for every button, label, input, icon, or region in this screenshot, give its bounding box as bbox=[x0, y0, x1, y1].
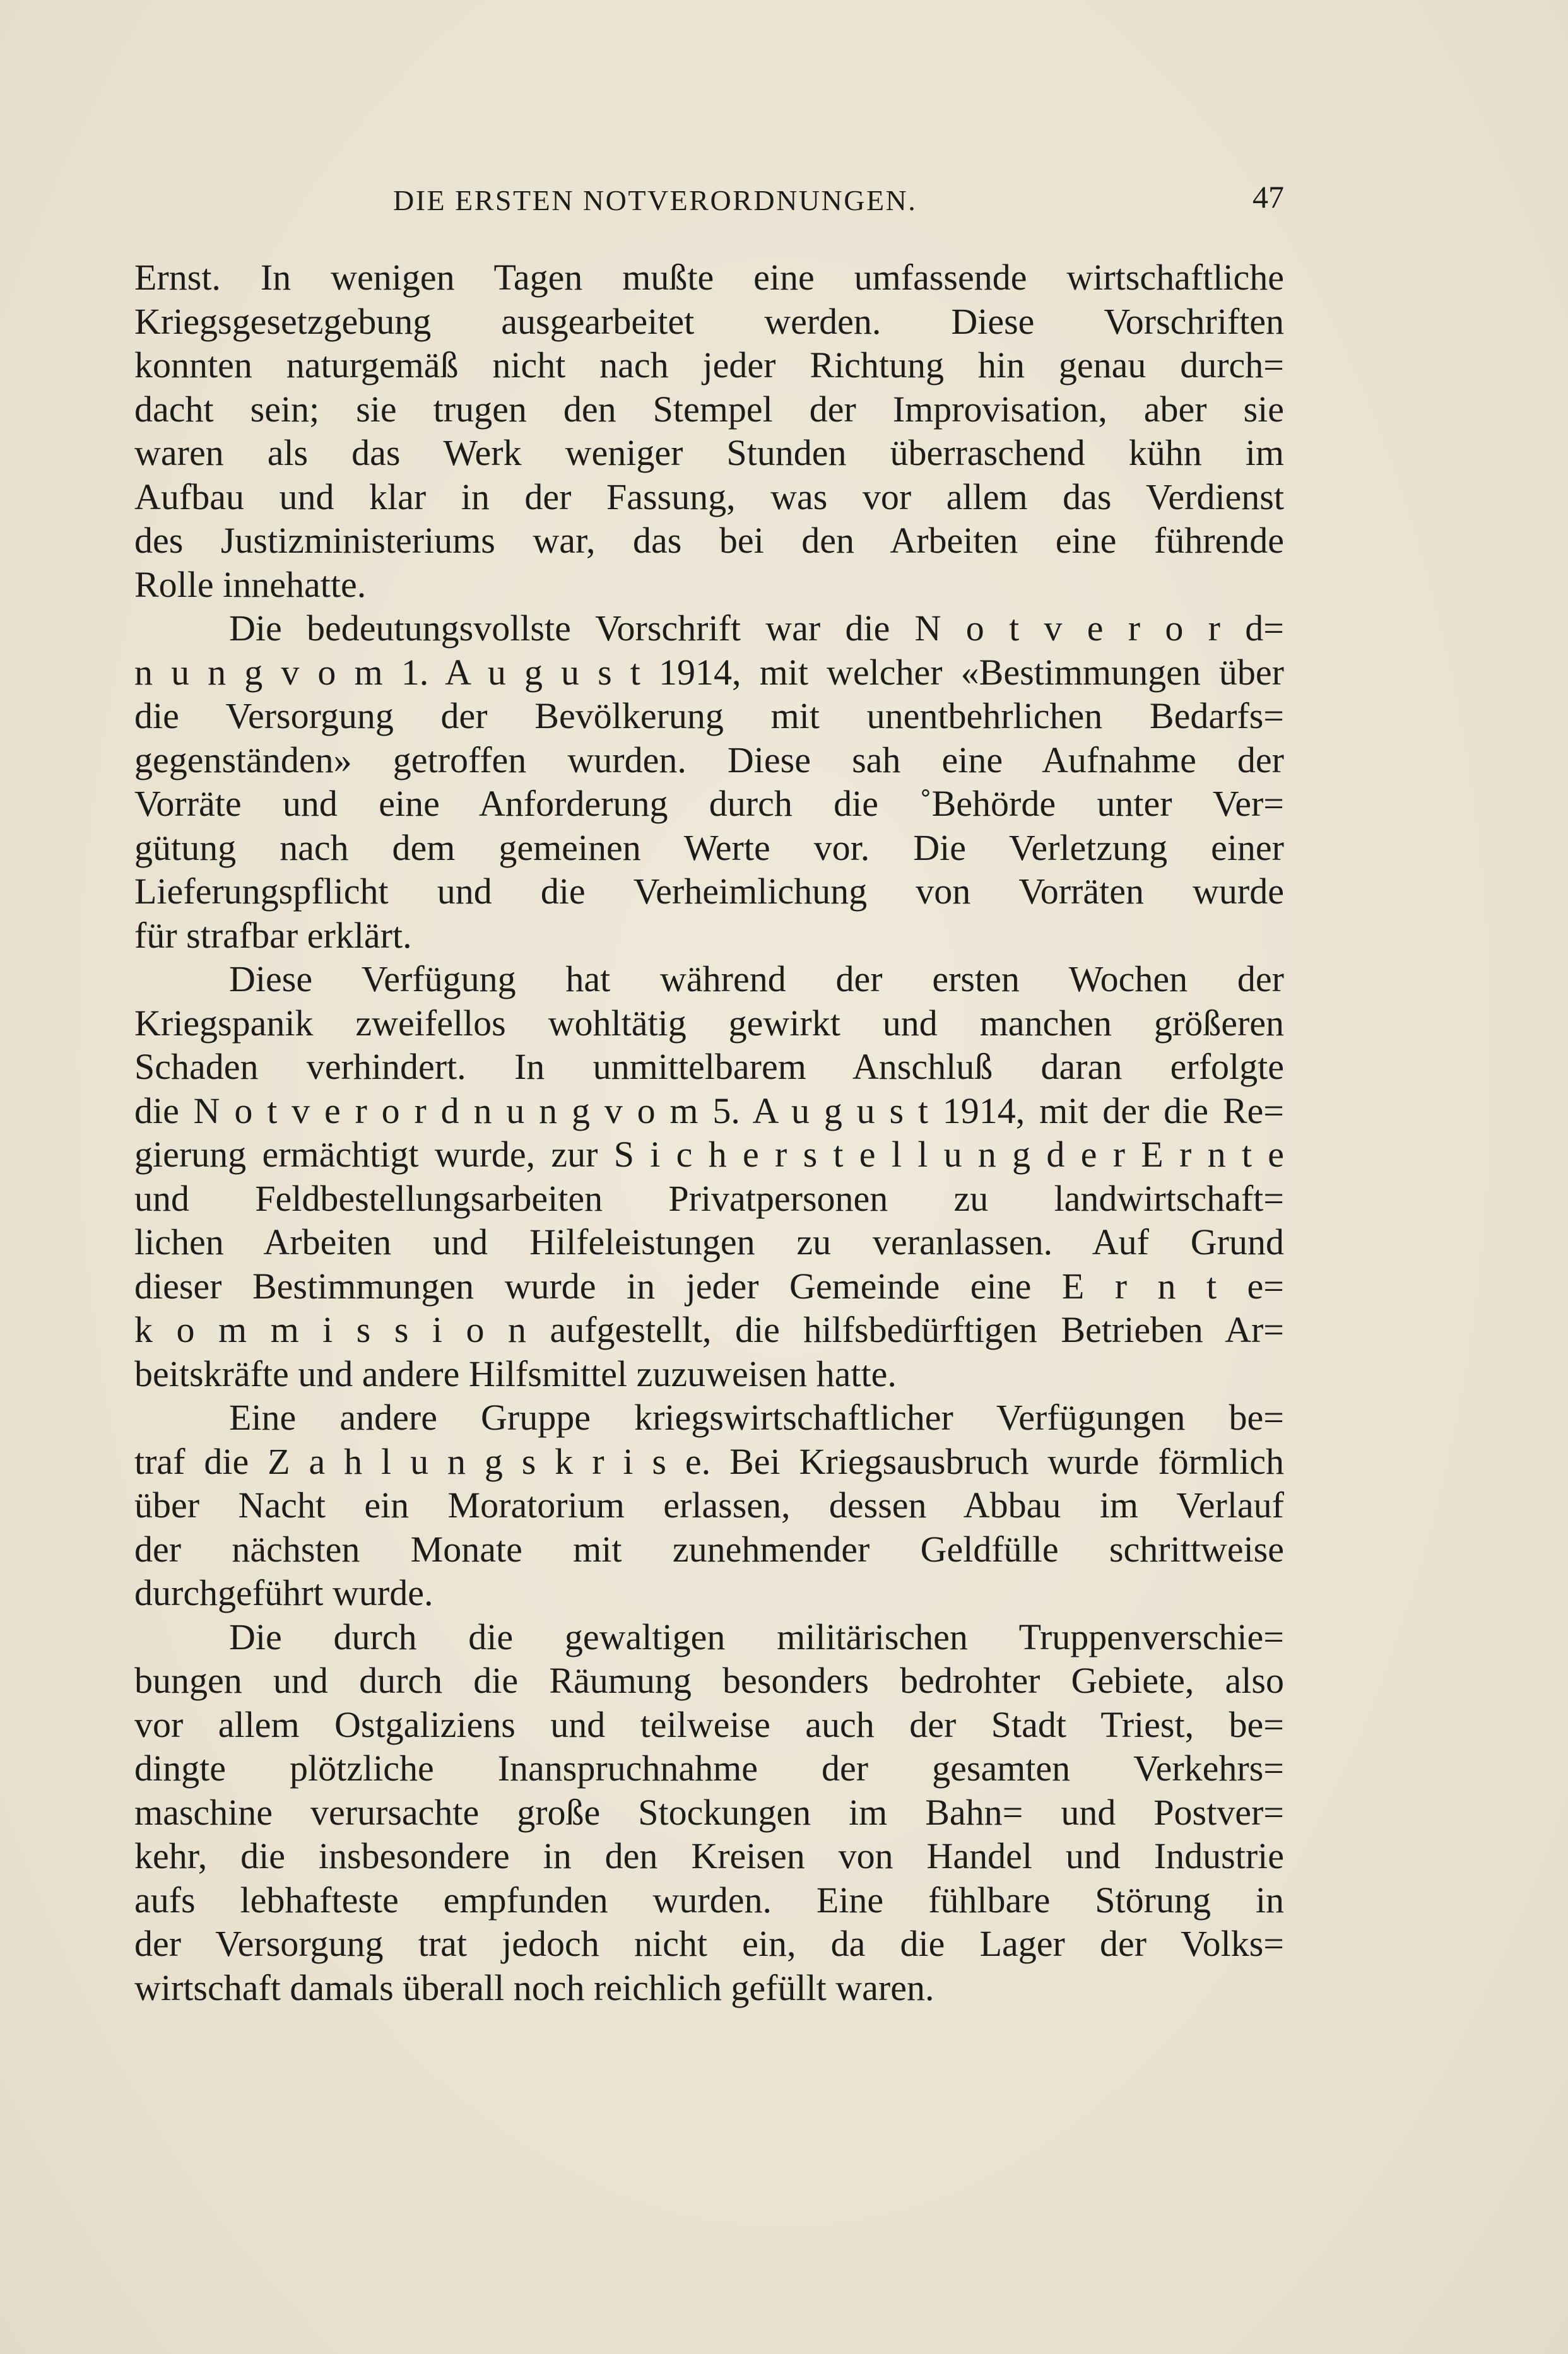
text-line: waren als das Werk weniger Stunden überraschend kühn im bbox=[134, 432, 1284, 473]
text-line: und Feldbestellungsarbeiten Privatpersonen zu landwirtschaft= bbox=[134, 1177, 1284, 1219]
text-line: dingte plötzliche Inanspruchnahme der gesamten Verkehrs= bbox=[134, 1748, 1284, 1789]
text-line: Lieferungspflicht und die Verheimlichung von Vorräten wurde bbox=[134, 871, 1284, 912]
text-line: Vorräte und eine Anforderung durch die ˚Behörde unter Ver= bbox=[134, 783, 1284, 824]
running-title: DIE ERSTEN NOTVERORDNUNGEN. bbox=[393, 184, 917, 216]
text-line: durchgeführt wurde. bbox=[134, 1572, 433, 1613]
text-line: die Versorgung der Bevölkerung mit unentbehrlichen Bedarfs= bbox=[134, 695, 1284, 736]
text-line: traf die Z a h l u n g s k r i s e. Bei Kriegsausbruch wurde förmlich bbox=[134, 1440, 1284, 1482]
running-head bbox=[134, 179, 1284, 223]
text-line: gegenständen» getroffen wurden. Diese sah eine Aufnahme der bbox=[134, 739, 1284, 780]
text-line: Schaden verhindert. In unmittelbarem Anschluß daran erfolgte bbox=[134, 1046, 1284, 1087]
text-line: Diese Verfügung hat während der ersten Wochen der bbox=[229, 958, 1284, 999]
page-number: 47 bbox=[1253, 179, 1284, 215]
text-line: dacht sein; sie trugen den Stempel der Improvisation, aber sie bbox=[134, 388, 1284, 430]
text-line: konnten naturgemäß nicht nach jeder Richtung hin genau durch= bbox=[134, 344, 1284, 385]
text-line: Kriegspanik zweifellos wohltätig gewirkt und manchen größeren bbox=[134, 1002, 1284, 1044]
text-line: kehr, die insbesondere in den Kreisen von Handel und Industrie bbox=[134, 1835, 1284, 1876]
text-line: Ernst. In wenigen Tagen mußte eine umfassende wirtschaftliche bbox=[134, 257, 1284, 298]
text-line: beitskräfte und andere Hilfsmittel zuzuweisen hatte. bbox=[134, 1353, 897, 1394]
text-line: gütung nach dem gemeinen Werte vor. Die Verletzung einer bbox=[134, 827, 1284, 868]
text-line: der nächsten Monate mit zunehmender Geldfülle schrittweise bbox=[134, 1528, 1284, 1570]
text-line: Aufbau und klar in der Fassung, was vor allem das Verdienst bbox=[134, 476, 1284, 517]
text-line: Eine andere Gruppe kriegswirtschaftlicher Verfügungen be= bbox=[229, 1397, 1284, 1438]
text-line: bungen und durch die Räumung besonders bedrohter Gebiete, also bbox=[134, 1660, 1284, 1701]
text-line: maschine verursachte große Stockungen im Bahn= und Postver= bbox=[134, 1791, 1284, 1833]
text-line: aufs lebhafteste empfunden wurden. Eine fühlbare Störung in bbox=[134, 1879, 1284, 1921]
text-line: gierung ermächtigt wurde, zur S i c h e r s t e l l u n g d e r E r n t e bbox=[134, 1134, 1284, 1175]
text-line: des Justizministeriums war, das bei den Arbeiten eine führende bbox=[134, 520, 1284, 561]
text-line: die N o t v e r o r d n u n g v o m 5. A u g u s t 1914, mit der die Re= bbox=[134, 1090, 1284, 1131]
text-line: vor allem Ostgaliziens und teilweise auch der Stadt Triest, be= bbox=[134, 1704, 1284, 1745]
text-line: über Nacht ein Moratorium erlassen, dessen Abbau im Verlauf bbox=[134, 1485, 1284, 1526]
text-line: wirtschaft damals überall noch reichlich gefüllt waren. bbox=[134, 1967, 934, 2008]
text-line: Die durch die gewaltigen militärischen Truppenverschie= bbox=[229, 1616, 1284, 1657]
body-text bbox=[134, 256, 1284, 2010]
text-line: Kriegsgesetzgebung ausgearbeitet werden. Diese Vorschriften bbox=[134, 300, 1284, 342]
text-line: lichen Arbeiten und Hilfeleistungen zu veranlassen. Auf Grund bbox=[134, 1221, 1284, 1262]
text-line: für strafbar erklärt. bbox=[134, 914, 412, 956]
text-line: n u n g v o m 1. A u g u s t 1914, mit welcher «Bestimmungen über bbox=[134, 651, 1284, 693]
text-line: k o m m i s s i o n aufgestellt, die hilfsbedürftigen Betrieben Ar= bbox=[134, 1309, 1284, 1350]
text-line: dieser Bestimmungen wurde in jeder Gemeinde eine E r n t e= bbox=[134, 1265, 1284, 1307]
text-line: Die bedeutungsvollste Vorschrift war die N o t v e r o r d= bbox=[229, 608, 1284, 649]
text-line: der Versorgung trat jedoch nicht ein, da die Lager der Volks= bbox=[134, 1923, 1284, 1964]
text-line: Rolle innehatte. bbox=[134, 563, 367, 605]
